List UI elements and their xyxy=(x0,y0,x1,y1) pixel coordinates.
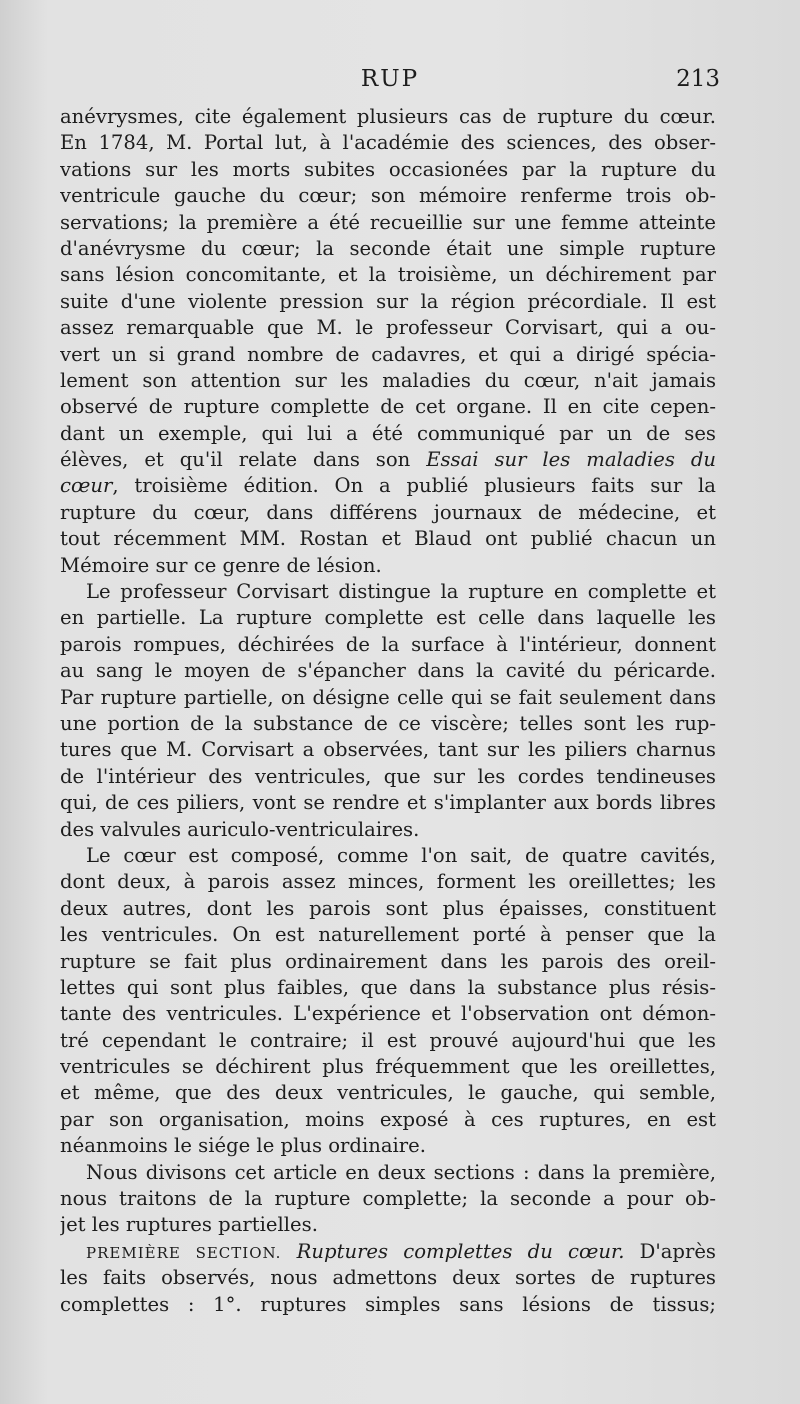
text-line: ventricules se déchirent plus fréquemment que les oreillettes, xyxy=(60,1055,716,1079)
text-line: d'anévrysme du cœur; la seconde était une simple rupture xyxy=(60,236,716,260)
text-line: rupture se fait plus ordinairement dans les parois des oreil- xyxy=(60,949,716,973)
text-line: des valvules auriculo-ventriculaires. xyxy=(60,817,420,841)
text-line: Le professeur Corvisart distingue la rupture en complette et xyxy=(86,580,716,604)
running-head: RUP xyxy=(360,66,420,92)
text-line: rupture du cœur, dans différens journaux de médecine, et xyxy=(60,500,716,524)
text-line: parois rompues, déchirées de la surface à l'intérieur, donnent xyxy=(60,632,716,656)
text-line: néanmoins le siége le plus ordinaire. xyxy=(60,1134,426,1158)
text-line: deux autres, dont les parois sont plus épaisses, constituent xyxy=(60,896,716,920)
text-line: suite d'une violente pression sur la région précordiale. Il est xyxy=(60,289,716,313)
text-line: tante des ventricules. L'expérience et l'observation ont démon- xyxy=(60,1002,716,1026)
text-line: observé de rupture complette de cet organe. Il en cite cepen- xyxy=(60,395,716,419)
text-line: en partielle. La rupture complette est celle dans laquelle les xyxy=(60,606,716,630)
text-line: tout récemment MM. Rostan et Blaud ont publié chacun un xyxy=(60,527,716,551)
text-line: assez remarquable que M. le professeur Corvisart, qui a ou- xyxy=(60,316,716,340)
text-line: Nous divisons cet article en deux sections : dans la première, xyxy=(86,1160,716,1184)
text-line: anévrysmes, cite également plusieurs cas de rupture du cœur. xyxy=(60,105,716,128)
text-line: au sang le moyen de s'épancher dans la cavité du péricarde. xyxy=(60,659,716,683)
text-line: une portion de la substance de ce viscère; telles sont les rup- xyxy=(60,711,716,735)
text-line: vert un si grand nombre de cadavres, et qui a dirigé spécia- xyxy=(60,342,716,366)
text-line: ventricule gauche du cœur; son mémoire renferme trois ob- xyxy=(60,184,716,208)
text-line: dant un exemple, qui lui a été communiqué par un de ses xyxy=(60,421,716,445)
text-line: tré cependant le contraire; il est prouvé aujourd'hui que les xyxy=(60,1028,716,1052)
text-line: qui, de ces piliers, vont se rendre et s'implanter aux bords libres xyxy=(60,791,716,815)
text-line: jet les ruptures partielles. xyxy=(60,1213,318,1237)
text-line: sans lésion concomitante, et la troisième, un déchirement par xyxy=(60,263,716,287)
text-line: Le cœur est composé, comme l'on sait, de quatre cavités, xyxy=(86,843,716,867)
text-line: vations sur les morts subites occasionées par la rupture du xyxy=(60,157,716,181)
text-line: cœur, troisième édition. On a publié plusieurs faits sur la xyxy=(60,474,716,498)
page-number: 213 xyxy=(676,66,720,92)
text-line: élèves, et qu'il relate dans son Essai sur les maladies du xyxy=(60,448,716,472)
text-line: de l'intérieur des ventricules, que sur les cordes tendineuses xyxy=(60,764,716,788)
text-line: lement son attention sur les maladies du cœur, n'ait jamais xyxy=(60,368,716,392)
text-line: et même, que des deux ventricules, le gauche, qui semble, xyxy=(60,1081,716,1105)
body-text xyxy=(60,104,716,1318)
page-header xyxy=(60,66,720,98)
text-line: servations; la première a été recueillie sur une femme atteinte xyxy=(60,210,716,234)
text-line: En 1784, M. Portal lut, à l'académie des sciences, des obser- xyxy=(60,131,716,155)
text-line: complettes : 1°. ruptures simples sans lésions de tissus; xyxy=(60,1292,716,1316)
text-line: tures que M. Corvisart a observées, tant sur les piliers charnus xyxy=(60,738,716,762)
text-line: PREMIÈRE SECTION. Ruptures complettes du cœur. D'après xyxy=(86,1239,716,1263)
text-line: par son organisation, moins exposé à ces ruptures, en est xyxy=(60,1107,716,1131)
text-line: Mémoire sur ce genre de lésion. xyxy=(60,553,382,577)
text-line: les ventricules. On est naturellement porté à penser que la xyxy=(60,923,716,947)
text-line: lettes qui sont plus faibles, que dans la substance plus résis- xyxy=(60,975,716,999)
text-line: nous traitons de la rupture complette; la seconde a pour ob- xyxy=(60,1187,716,1211)
text-line: les faits observés, nous admettons deux sortes de ruptures xyxy=(60,1266,716,1290)
text-line: Par rupture partielle, on désigne celle qui se fait seulement dans xyxy=(60,685,716,709)
text-line: dont deux, à parois assez minces, forment les oreillettes; les xyxy=(60,870,716,894)
